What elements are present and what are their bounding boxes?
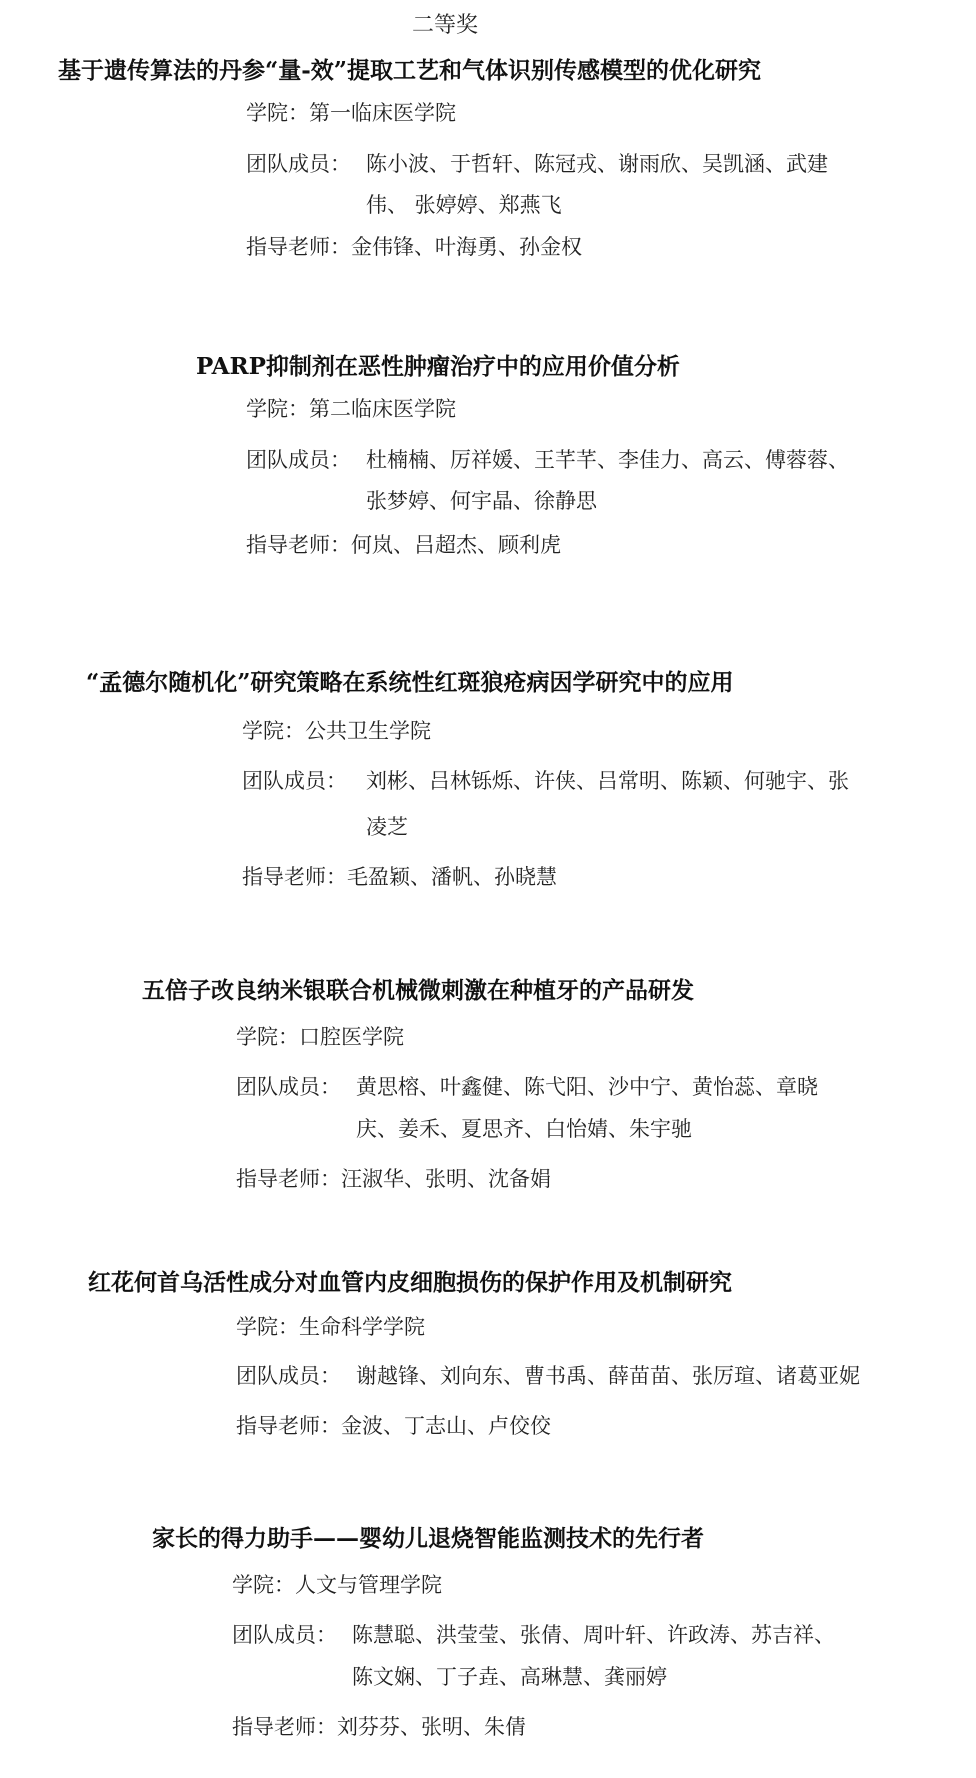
advisors-label: 指导老师： xyxy=(236,1167,341,1191)
project-title: 家长的得力助手——婴幼儿退烧智能监测技术的先行者 xyxy=(152,1525,704,1552)
members-line-1: 杜楠楠、厉祥媛、王芊芊、李佳力、高云、傅蓉蓉、 xyxy=(366,448,849,472)
college-row xyxy=(246,388,456,430)
advisors-label: 指导老师： xyxy=(242,865,347,889)
advisors-names: 金伟锋、叶海勇、孙金权 xyxy=(351,235,582,259)
members-line-1: 陈慧聪、洪莹莹、张倩、周叶轩、许政涛、苏吉祥、 xyxy=(352,1623,835,1647)
advisors-row xyxy=(232,1706,526,1748)
award-heading: 二等奖 xyxy=(412,13,479,38)
members-label: 团队成员： xyxy=(232,1623,337,1647)
college-row xyxy=(246,92,456,134)
members-line-1: 谢越锋、刘向东、曹书禹、薛苗苗、张厉瑄、诸葛亚妮 xyxy=(356,1364,860,1388)
advisors-label: 指导老师： xyxy=(246,235,351,259)
college-name: 第一临床医学院 xyxy=(309,101,456,125)
college-label: 学院： xyxy=(246,397,309,421)
college-label: 学院： xyxy=(232,1573,295,1597)
college-name: 第二临床医学院 xyxy=(309,397,456,421)
project-title: PARP抑制剂在恶性肿瘤治疗中的应用价值分析 xyxy=(196,353,680,380)
advisors-names: 何岚、吕超杰、顾利虎 xyxy=(351,533,561,557)
college-row xyxy=(236,1306,425,1348)
advisors-row xyxy=(246,226,582,268)
advisors-names: 刘芬芬、张明、朱倩 xyxy=(337,1715,526,1739)
college-row xyxy=(232,1564,442,1606)
members-line-1: 黄思榕、叶鑫健、陈弋阳、沙中宁、黄怡蕊、章晓 xyxy=(356,1075,818,1099)
advisors-row xyxy=(236,1158,551,1200)
members-label: 团队成员： xyxy=(236,1364,341,1388)
advisors-label: 指导老师： xyxy=(236,1414,341,1438)
project-title: 基于遗传算法的丹参“量-效”提取工艺和气体识别传感模型的优化研究 xyxy=(58,57,762,84)
members-line-1: 陈小波、于哲轩、陈冠戎、谢雨欣、吴凯涵、武建 xyxy=(366,152,828,176)
members-label: 团队成员： xyxy=(242,769,347,793)
project-title: 五倍子改良纳米银联合机械微刺激在种植牙的产品研发 xyxy=(142,977,694,1004)
advisors-row xyxy=(242,856,557,898)
members-label: 团队成员： xyxy=(246,152,351,176)
advisors-label: 指导老师： xyxy=(246,533,351,557)
advisors-label: 指导老师： xyxy=(232,1715,337,1739)
college-label: 学院： xyxy=(236,1025,299,1049)
college-label: 学院： xyxy=(236,1315,299,1339)
college-name: 生命科学学院 xyxy=(299,1315,425,1339)
college-row xyxy=(236,1016,404,1058)
members-line-2: 庆、姜禾、夏思齐、白怡婧、朱宇驰 xyxy=(356,1117,692,1141)
project-title: “孟德尔随机化”研究策略在系统性红斑狼疮病因学研究中的应用 xyxy=(86,669,734,696)
members-line-1: 刘彬、吕林铄烁、许侠、吕常明、陈颖、何驰宇、张 xyxy=(366,769,849,793)
members-line-2: 陈文娴、丁子垚、高琳慧、龚丽婷 xyxy=(352,1665,667,1689)
college-name: 公共卫生学院 xyxy=(305,719,431,743)
advisors-names: 金波、丁志山、卢佼佼 xyxy=(341,1414,551,1438)
advisors-names: 汪淑华、张明、沈备娟 xyxy=(341,1167,551,1191)
advisors-row xyxy=(246,524,561,566)
college-label: 学院： xyxy=(246,101,309,125)
advisors-row xyxy=(236,1405,551,1447)
members-line-2: 张梦婷、何宇晶、徐静思 xyxy=(366,489,597,513)
college-row xyxy=(242,710,431,752)
college-label: 学院： xyxy=(242,719,305,743)
advisors-names: 毛盈颖、潘帆、孙晓慧 xyxy=(347,865,557,889)
members-line-2: 凌芝 xyxy=(366,815,408,839)
members-line-2: 伟、 张婷婷、郑燕飞 xyxy=(366,193,562,217)
members-label: 团队成员： xyxy=(236,1075,341,1099)
college-name: 口腔医学院 xyxy=(299,1025,404,1049)
members-label: 团队成员： xyxy=(246,448,351,472)
college-name: 人文与管理学院 xyxy=(295,1573,442,1597)
project-title: 红花何首乌活性成分对血管内皮细胞损伤的保护作用及机制研究 xyxy=(88,1269,732,1296)
